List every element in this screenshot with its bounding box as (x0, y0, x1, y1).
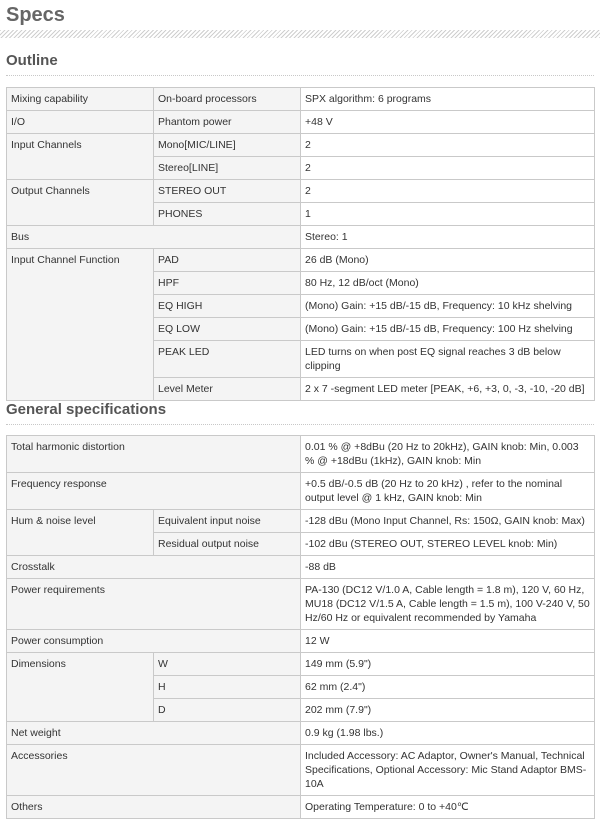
row-label: Dimensions (7, 653, 154, 722)
row-value: -102 dBu (STEREO OUT, STEREO LEVEL knob: Min) (301, 533, 595, 556)
table-row (7, 745, 595, 796)
row-label: Net weight (7, 722, 301, 745)
row-value: Included Accessory: AC Adaptor, Owner's Manual, Technical Specifications, Optional Accessory: Mic Stand Adaptor BMS-10A (301, 745, 595, 796)
row-sublabel: Mono[MIC/LINE] (154, 134, 301, 157)
row-value: 12 W (301, 630, 595, 653)
row-value: Stereo: 1 (301, 226, 595, 249)
title-divider (0, 30, 600, 38)
table-row (7, 579, 595, 630)
table-row (7, 436, 595, 473)
row-value: +0.5 dB/-0.5 dB (20 Hz to 20 kHz) , refer to the nominal output level @ 1 kHz, GAIN knob: Min (301, 473, 595, 510)
row-label: Power consumption (7, 630, 301, 653)
row-sublabel: Equivalent input noise (154, 510, 301, 533)
row-label: Accessories (7, 745, 301, 796)
row-sublabel: STEREO OUT (154, 180, 301, 203)
row-value: SPX algorithm: 6 programs (301, 88, 595, 111)
table-row (7, 473, 595, 510)
row-value: 1 (301, 203, 595, 226)
row-sublabel: EQ LOW (154, 318, 301, 341)
row-value: (Mono) Gain: +15 dB/-15 dB, Frequency: 100 Hz shelving (301, 318, 595, 341)
table-row (7, 111, 595, 134)
table-row (7, 653, 595, 676)
row-sublabel: PHONES (154, 203, 301, 226)
row-label: Power requirements (7, 579, 301, 630)
general-heading: General specifications (6, 401, 167, 418)
row-label: Bus (7, 226, 301, 249)
row-value: 2 (301, 180, 595, 203)
row-sublabel: Residual output noise (154, 533, 301, 556)
row-value: 26 dB (Mono) (301, 249, 595, 272)
row-value: 2 (301, 157, 595, 180)
row-label: Mixing capability (7, 88, 154, 111)
row-label: Frequency response (7, 473, 301, 510)
row-value: 0.01 % @ +8dBu (20 Hz to 20kHz), GAIN knob: Min, 0.003 % @ +18dBu (1kHz), GAIN knob: Min (301, 436, 595, 473)
row-label: Input Channel Function (7, 249, 154, 401)
row-sublabel: On-board processors (154, 88, 301, 111)
row-value: 62 mm (2.4") (301, 676, 595, 699)
row-value: Operating Temperature: 0 to +40℃ (301, 796, 595, 819)
table-row (7, 510, 595, 533)
table-row (7, 722, 595, 745)
row-value: 2 x 7 -segment LED meter [PEAK, +6, +3, 0, -3, -10, -20 dB] (301, 378, 595, 401)
row-label: Others (7, 796, 301, 819)
general-divider (6, 424, 594, 425)
row-sublabel: EQ HIGH (154, 295, 301, 318)
row-sublabel: Stereo[LINE] (154, 157, 301, 180)
row-label: I/O (7, 111, 154, 134)
table-row (7, 556, 595, 579)
row-value: +48 V (301, 111, 595, 134)
table-row (7, 630, 595, 653)
row-value: LED turns on when post EQ signal reaches 3 dB below clipping (301, 341, 595, 378)
row-value: 80 Hz, 12 dB/oct (Mono) (301, 272, 595, 295)
row-label: Hum & noise level (7, 510, 154, 556)
row-sublabel: H (154, 676, 301, 699)
table-row (7, 180, 595, 203)
row-sublabel: W (154, 653, 301, 676)
table-row (7, 226, 595, 249)
row-value: 0.9 kg (1.98 lbs.) (301, 722, 595, 745)
table-row (7, 249, 595, 272)
row-value: 149 mm (5.9") (301, 653, 595, 676)
table-row (7, 796, 595, 819)
general-table (6, 435, 595, 819)
outline-table (6, 87, 595, 401)
outline-divider (6, 75, 594, 76)
table-row (7, 88, 595, 111)
row-value: -128 dBu (Mono Input Channel, Rs: 150Ω, GAIN knob: Max) (301, 510, 595, 533)
row-sublabel: Level Meter (154, 378, 301, 401)
row-value: 2 (301, 134, 595, 157)
outline-heading: Outline (6, 52, 58, 69)
row-label: Output Channels (7, 180, 154, 226)
row-sublabel: PEAK LED (154, 341, 301, 378)
row-sublabel: PAD (154, 249, 301, 272)
row-value: (Mono) Gain: +15 dB/-15 dB, Frequency: 10 kHz shelving (301, 295, 595, 318)
row-label: Total harmonic distortion (7, 436, 301, 473)
row-sublabel: D (154, 699, 301, 722)
row-label: Crosstalk (7, 556, 301, 579)
row-label: Input Channels (7, 134, 154, 180)
row-value: -88 dB (301, 556, 595, 579)
table-row (7, 134, 595, 157)
row-value: PA-130 (DC12 V/1.0 A, Cable length = 1.8 m), 120 V, 60 Hz, MU18 (DC12 V/1.5 A, Cable length = 1.5 m), 100 V-240 V, 50 Hz/60 Hz or equivalent recommended by Yamaha (301, 579, 595, 630)
row-sublabel: HPF (154, 272, 301, 295)
row-sublabel: Phantom power (154, 111, 301, 134)
page-title: Specs (6, 4, 65, 26)
row-value: 202 mm (7.9") (301, 699, 595, 722)
